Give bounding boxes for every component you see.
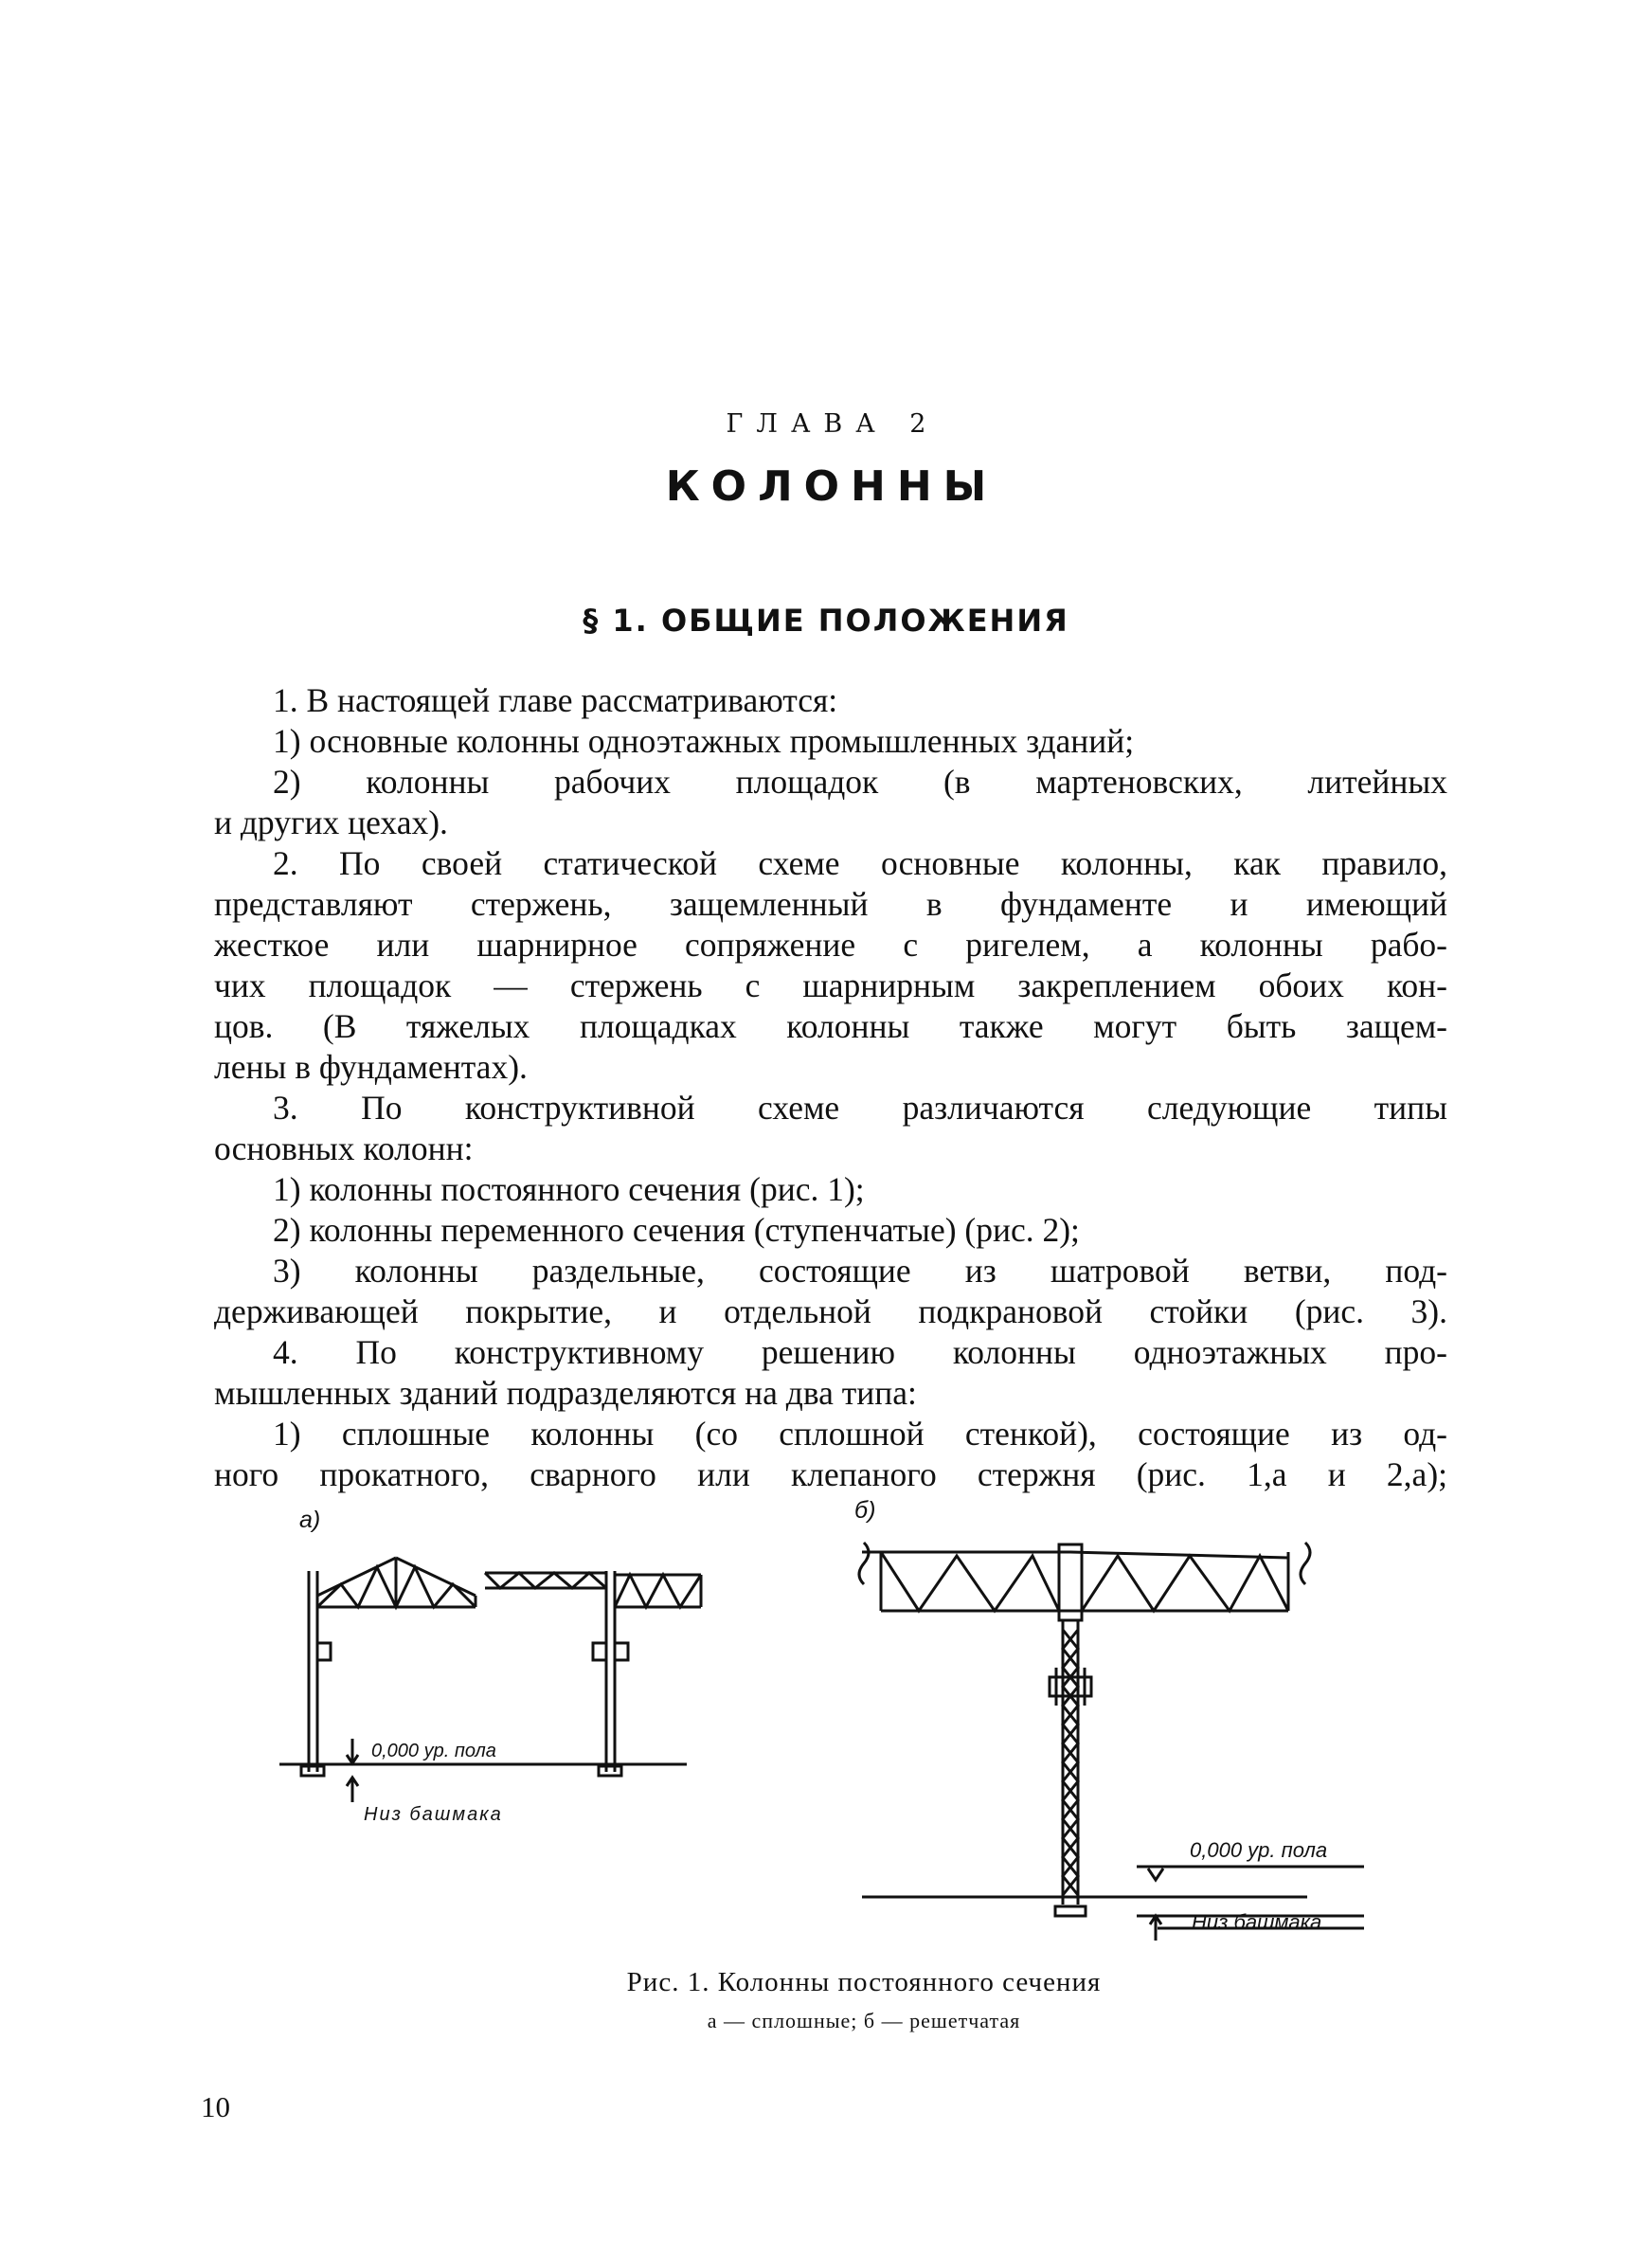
floor-level-label: 0,000 ур. пола [371, 1741, 496, 1761]
figure-b-lattice-column [853, 1497, 1383, 1942]
shoe-bottom-label: Низ башмака [1192, 1910, 1322, 1934]
text-line: 1) основные колонны одноэтажных промышленных зданий; [273, 722, 1135, 760]
text-line: представляют стержень, защемленный в фундаменте и имеющий [214, 885, 1447, 923]
shoe-bottom-label: Низ башмака [364, 1804, 503, 1825]
figure-a-label: а) [299, 1507, 321, 1533]
floor-level-label: 0,000 ур. пола [1190, 1838, 1328, 1862]
text-line: мышленных зданий подразделяются на два типа: [214, 1374, 917, 1412]
figure-caption: Рис. 1. Колонны постоянного сечения [626, 1967, 1102, 1997]
text-line: 3) колонны раздельные, состоящие из шатровой ветви, под- [273, 1252, 1447, 1290]
text-line: лены в фундаментах). [214, 1048, 528, 1086]
text-line: 1. В настоящей главе рассматриваются: [273, 681, 838, 719]
text-line: 2) колонны переменного сечения (ступенчатые) (рис. 2); [273, 1211, 1080, 1249]
text-line: 1) колонны постоянного сечения (рис. 1); [273, 1170, 865, 1208]
chapter-title: КОЛОННЫ [665, 462, 998, 511]
figure-a-solid-columns [275, 1497, 729, 1838]
section-title: § 1. ОБЩИЕ ПОЛОЖЕНИЯ [583, 603, 1069, 639]
text-line: 2. По своей статической схеме основные колонны, как правило, [273, 844, 1447, 882]
text-line: 4. По конструктивному решению колонны одноэтажных про- [273, 1333, 1447, 1371]
figure-b-label: б) [854, 1497, 876, 1524]
figure-subcaption: а — сплошные; б — решетчатая [707, 2009, 1021, 2032]
text-line: 1) сплошные колонны (со сплошной стенкой), состоящие из од- [273, 1415, 1447, 1453]
text-line: и других цехах). [214, 803, 448, 841]
text-line: чих площадок — стержень с шарнирным закреплением обоих кон- [214, 966, 1447, 1004]
text-line: держивающей покрытие, и отдельной подкрановой стойки (рис. 3). [214, 1292, 1447, 1330]
page-number: 10 [201, 2090, 230, 2123]
text-line: цов. (В тяжелых площадках колонны также могут быть защем- [214, 1007, 1447, 1045]
text-line: ного прокатного, сварного или клепаного стержня (рис. 1,а и 2,а); [214, 1455, 1447, 1493]
text-line: 2) колонны рабочих площадок (в мартеновских, литейных [273, 763, 1447, 801]
text-line: 3. По конструктивной схеме различаются следующие типы [273, 1089, 1447, 1127]
text-line: основных колонн: [214, 1129, 474, 1167]
chapter-label: ГЛАВА 2 [726, 409, 940, 439]
text-line: жесткое или шарнирное сопряжение с ригелем, а колонны рабо- [214, 926, 1447, 964]
